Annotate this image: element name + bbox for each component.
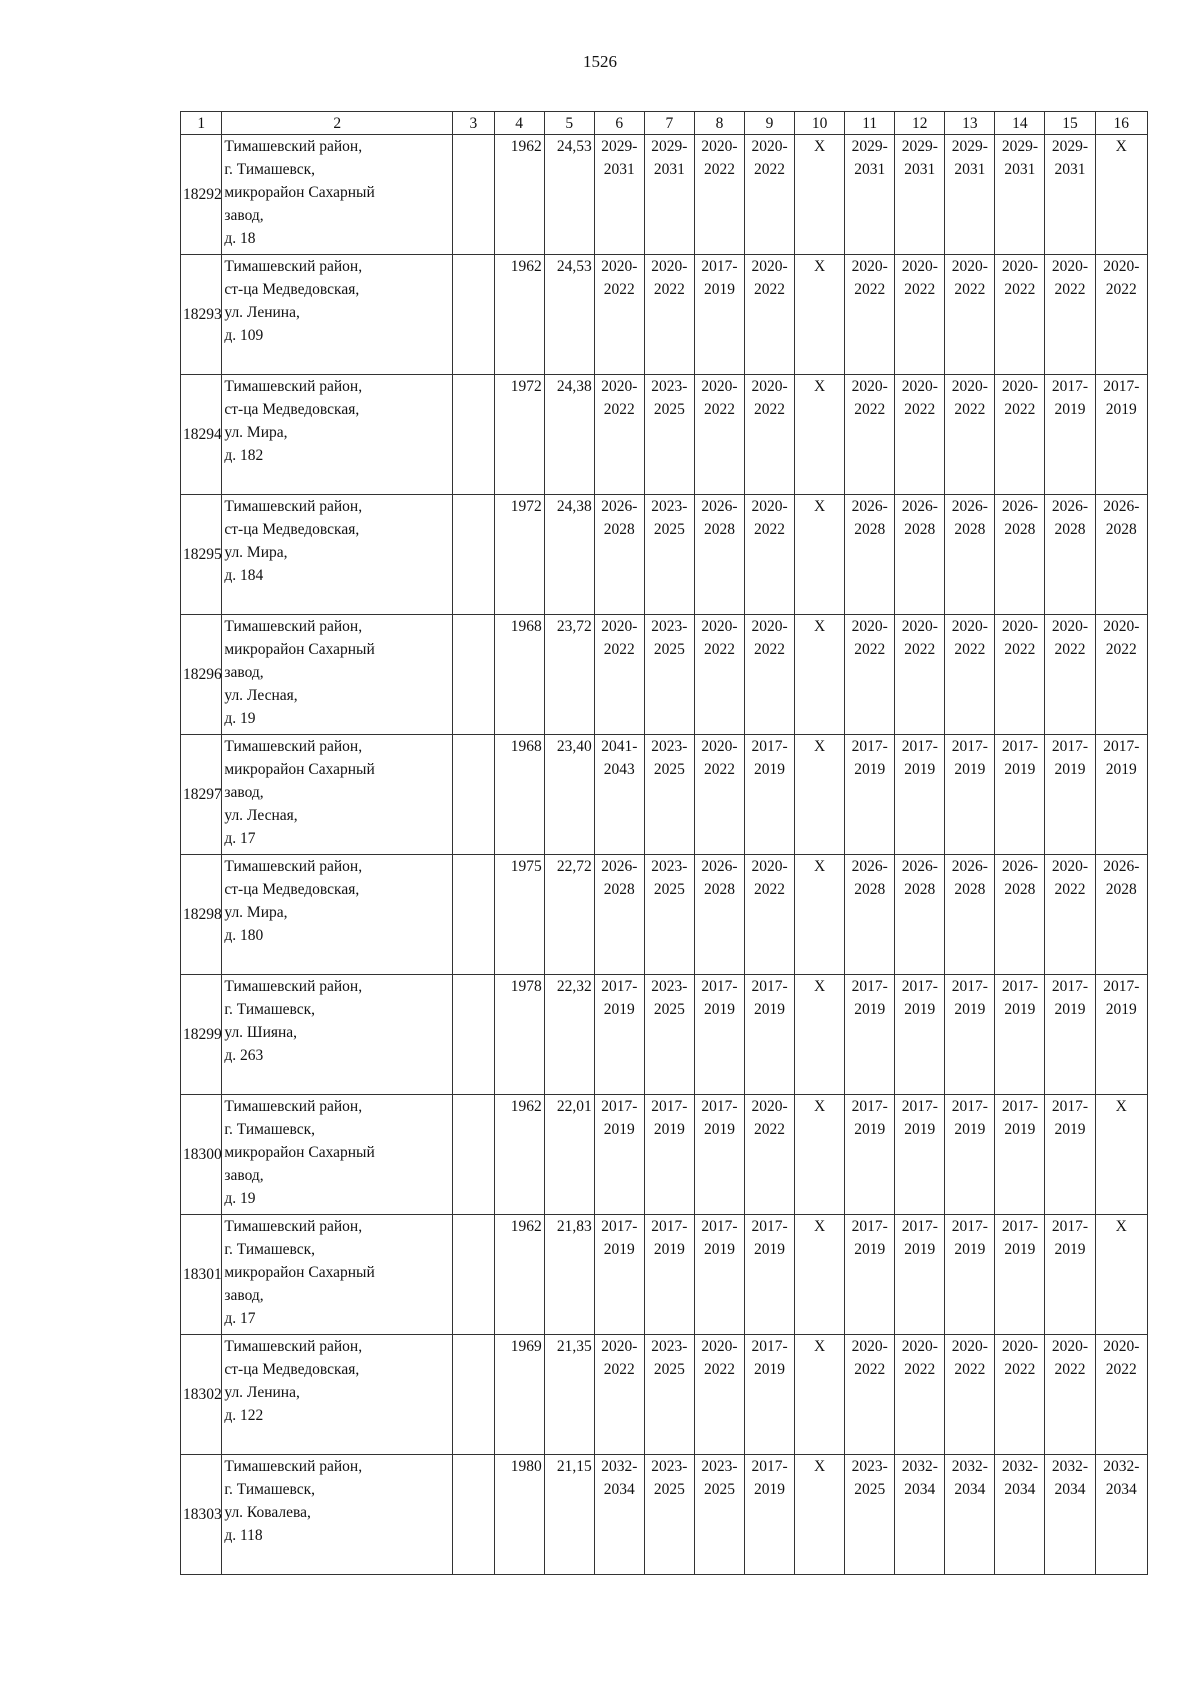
period-cell: 2020- 2022	[694, 615, 744, 735]
not-applicable-cell: Х	[795, 1455, 845, 1575]
period-cell: 2029- 2031	[895, 135, 945, 255]
column-header-4: 4	[494, 112, 544, 135]
table-row	[181, 255, 1148, 375]
row-number: 18302	[181, 1335, 222, 1455]
address-cell: Тимашевский район, ст-ца Медведовская, ул. Мира, д. 180	[222, 855, 453, 975]
period-cell: 2017- 2019	[845, 1095, 895, 1215]
period-cell: 2020- 2022	[594, 375, 644, 495]
period-cell: 2020- 2022	[745, 255, 795, 375]
period-cell: 2017- 2019	[845, 975, 895, 1095]
column-header-3: 3	[453, 112, 494, 135]
not-applicable-cell: Х	[795, 1215, 845, 1335]
column-3-cell	[453, 375, 494, 495]
period-cell: 2032- 2034	[594, 1455, 644, 1575]
column-3-cell	[453, 855, 494, 975]
period-cell: 2026- 2028	[995, 495, 1045, 615]
period-cell: 2020- 2022	[745, 135, 795, 255]
period-cell: 2026- 2028	[1095, 495, 1147, 615]
table-row	[181, 855, 1148, 975]
year-cell: 1962	[494, 1095, 544, 1215]
period-cell: 2020- 2022	[694, 375, 744, 495]
period-cell: 2020- 2022	[845, 1335, 895, 1455]
period-cell: 2017- 2019	[745, 735, 795, 855]
table-body	[181, 112, 1148, 1575]
period-cell: 2017- 2019	[1045, 375, 1095, 495]
not-applicable-cell: Х	[795, 1095, 845, 1215]
value-cell: 22,72	[544, 855, 594, 975]
period-cell: 2017- 2019	[694, 975, 744, 1095]
period-cell: 2017- 2019	[845, 1215, 895, 1335]
period-cell: 2017- 2019	[745, 1335, 795, 1455]
period-cell: 2020- 2022	[694, 135, 744, 255]
period-cell: 2023- 2025	[644, 1455, 694, 1575]
column-header-row	[181, 112, 1148, 135]
not-applicable-cell: Х	[795, 255, 845, 375]
period-cell: 2020- 2022	[644, 255, 694, 375]
column-3-cell	[453, 735, 494, 855]
row-number: 18292	[181, 135, 222, 255]
row-number: 18293	[181, 255, 222, 375]
period-cell: 2020- 2022	[694, 1335, 744, 1455]
not-applicable-cell: Х	[795, 495, 845, 615]
period-cell: 2026- 2028	[895, 495, 945, 615]
address-cell: Тимашевский район, ст-ца Медведовская, ул. Мира, д. 182	[222, 375, 453, 495]
period-cell: 2017- 2019	[1045, 735, 1095, 855]
table-row	[181, 375, 1148, 495]
period-cell: 2023- 2025	[644, 1335, 694, 1455]
column-header-8: 8	[694, 112, 744, 135]
period-cell: 2032- 2034	[945, 1455, 995, 1575]
period-cell: 2029- 2031	[945, 135, 995, 255]
period-cell: 2026- 2028	[1045, 495, 1095, 615]
column-3-cell	[453, 975, 494, 1095]
period-cell: 2020- 2022	[945, 1335, 995, 1455]
period-cell: 2026- 2028	[594, 855, 644, 975]
period-cell: 2017- 2019	[1045, 975, 1095, 1095]
column-3-cell	[453, 1335, 494, 1455]
row-number: 18300	[181, 1095, 222, 1215]
period-cell: 2032- 2034	[995, 1455, 1045, 1575]
value-cell: 24,53	[544, 255, 594, 375]
period-cell: 2017- 2019	[895, 1215, 945, 1335]
period-cell: 2020- 2022	[995, 1335, 1045, 1455]
period-cell: 2020- 2022	[745, 375, 795, 495]
not-applicable-cell: Х	[795, 855, 845, 975]
period-cell: 2032- 2034	[895, 1455, 945, 1575]
not-applicable-cell: Х	[795, 975, 845, 1095]
period-cell: 2017- 2019	[1045, 1215, 1095, 1335]
year-cell: 1969	[494, 1335, 544, 1455]
table-row	[181, 615, 1148, 735]
period-cell: 2020- 2022	[1095, 1335, 1147, 1455]
value-cell: 24,53	[544, 135, 594, 255]
period-cell: 2026- 2028	[694, 855, 744, 975]
not-applicable-cell: Х	[795, 1335, 845, 1455]
column-header-2: 2	[222, 112, 453, 135]
period-cell: 2041- 2043	[594, 735, 644, 855]
period-cell: 2017- 2019	[945, 975, 995, 1095]
period-cell: 2017- 2019	[644, 1095, 694, 1215]
value-cell: 21,35	[544, 1335, 594, 1455]
period-cell: 2026- 2028	[694, 495, 744, 615]
period-cell: 2023- 2025	[644, 615, 694, 735]
period-cell: 2020- 2022	[594, 255, 644, 375]
value-cell: 24,38	[544, 495, 594, 615]
column-header-13: 13	[945, 112, 995, 135]
period-cell: 2032- 2034	[1095, 1455, 1147, 1575]
value-cell: 21,83	[544, 1215, 594, 1335]
table-row	[181, 1215, 1148, 1335]
period-cell: 2017- 2019	[694, 255, 744, 375]
page-number: 1526	[583, 52, 617, 71]
value-cell: 22,01	[544, 1095, 594, 1215]
column-3-cell	[453, 135, 494, 255]
period-cell: 2026- 2028	[594, 495, 644, 615]
address-cell: Тимашевский район, ст-ца Медведовская, ул. Ленина, д. 122	[222, 1335, 453, 1455]
period-cell: 2017- 2019	[845, 735, 895, 855]
period-cell: 2026- 2028	[845, 855, 895, 975]
period-cell: 2017- 2019	[1095, 375, 1147, 495]
not-applicable-cell: Х	[795, 735, 845, 855]
row-number: 18298	[181, 855, 222, 975]
column-header-5: 5	[544, 112, 594, 135]
row-number: 18295	[181, 495, 222, 615]
column-3-cell	[453, 1095, 494, 1215]
period-cell: 2029- 2031	[644, 135, 694, 255]
period-cell: 2020- 2022	[895, 375, 945, 495]
period-cell: 2029- 2031	[995, 135, 1045, 255]
table-row	[181, 495, 1148, 615]
period-cell: 2017- 2019	[1095, 975, 1147, 1095]
period-cell: 2020- 2022	[1045, 855, 1095, 975]
not-applicable-cell: Х	[1095, 1095, 1147, 1215]
period-cell: 2020- 2022	[945, 375, 995, 495]
period-cell: 2020- 2022	[995, 375, 1045, 495]
year-cell: 1968	[494, 615, 544, 735]
period-cell: 2020- 2022	[1045, 255, 1095, 375]
address-cell: Тимашевский район, г. Тимашевск, микрорайон Сахарный завод, д. 18	[222, 135, 453, 255]
year-cell: 1980	[494, 1455, 544, 1575]
period-cell: 2017- 2019	[945, 735, 995, 855]
period-cell: 2017- 2019	[895, 975, 945, 1095]
year-cell: 1972	[494, 495, 544, 615]
period-cell: 2017- 2019	[644, 1215, 694, 1335]
period-cell: 2020- 2022	[594, 1335, 644, 1455]
column-header-1: 1	[181, 112, 222, 135]
period-cell: 2020- 2022	[895, 1335, 945, 1455]
table-row	[181, 735, 1148, 855]
period-cell: 2023- 2025	[845, 1455, 895, 1575]
row-number: 18296	[181, 615, 222, 735]
column-header-12: 12	[895, 112, 945, 135]
row-number: 18303	[181, 1455, 222, 1575]
column-header-15: 15	[1045, 112, 1095, 135]
address-cell: Тимашевский район, г. Тимашевск, микрорайон Сахарный завод, д. 17	[222, 1215, 453, 1335]
not-applicable-cell: Х	[795, 615, 845, 735]
period-cell: 2029- 2031	[845, 135, 895, 255]
table-row	[181, 975, 1148, 1095]
period-cell: 2017- 2019	[694, 1095, 744, 1215]
column-header-14: 14	[995, 112, 1045, 135]
period-cell: 2026- 2028	[845, 495, 895, 615]
period-cell: 2020- 2022	[1095, 615, 1147, 735]
column-header-10: 10	[795, 112, 845, 135]
row-number: 18299	[181, 975, 222, 1095]
column-3-cell	[453, 615, 494, 735]
address-cell: Тимашевский район, микрорайон Сахарный завод, ул. Лесная, д. 19	[222, 615, 453, 735]
period-cell: 2020- 2022	[745, 855, 795, 975]
not-applicable-cell: Х	[795, 135, 845, 255]
period-cell: 2017- 2019	[745, 1455, 795, 1575]
period-cell: 2026- 2028	[1095, 855, 1147, 975]
period-cell: 2023- 2025	[644, 375, 694, 495]
column-3-cell	[453, 495, 494, 615]
period-cell: 2026- 2028	[995, 855, 1045, 975]
period-cell: 2017- 2019	[895, 1095, 945, 1215]
period-cell: 2020- 2022	[845, 255, 895, 375]
period-cell: 2017- 2019	[745, 975, 795, 1095]
period-cell: 2017- 2019	[594, 1095, 644, 1215]
column-header-9: 9	[745, 112, 795, 135]
period-cell: 2029- 2031	[1045, 135, 1095, 255]
address-cell: Тимашевский район, г. Тимашевск, микрорайон Сахарный завод, д. 19	[222, 1095, 453, 1215]
year-cell: 1978	[494, 975, 544, 1095]
period-cell: 2020- 2022	[845, 375, 895, 495]
period-cell: 2020- 2022	[745, 1095, 795, 1215]
period-cell: 2017- 2019	[1045, 1095, 1095, 1215]
period-cell: 2017- 2019	[594, 975, 644, 1095]
period-cell: 2029- 2031	[594, 135, 644, 255]
table-row	[181, 1335, 1148, 1455]
period-cell: 2023- 2025	[644, 735, 694, 855]
value-cell: 24,38	[544, 375, 594, 495]
row-number: 18294	[181, 375, 222, 495]
period-cell: 2026- 2028	[945, 495, 995, 615]
period-cell: 2032- 2034	[1045, 1455, 1095, 1575]
column-header-6: 6	[594, 112, 644, 135]
value-cell: 23,40	[544, 735, 594, 855]
housing-table	[180, 111, 1148, 1575]
period-cell: 2020- 2022	[995, 255, 1045, 375]
period-cell: 2023- 2025	[644, 495, 694, 615]
period-cell: 2020- 2022	[995, 615, 1045, 735]
period-cell: 2020- 2022	[745, 495, 795, 615]
period-cell: 2017- 2019	[945, 1215, 995, 1335]
period-cell: 2020- 2022	[895, 615, 945, 735]
not-applicable-cell: Х	[795, 375, 845, 495]
column-header-7: 7	[644, 112, 694, 135]
period-cell: 2017- 2019	[945, 1095, 995, 1215]
year-cell: 1975	[494, 855, 544, 975]
period-cell: 2023- 2025	[644, 975, 694, 1095]
period-cell: 2020- 2022	[594, 615, 644, 735]
column-header-16: 16	[1095, 112, 1147, 135]
period-cell: 2017- 2019	[745, 1215, 795, 1335]
period-cell: 2026- 2028	[895, 855, 945, 975]
period-cell: 2017- 2019	[995, 735, 1045, 855]
row-number: 18301	[181, 1215, 222, 1335]
period-cell: 2017- 2019	[995, 975, 1045, 1095]
period-cell: 2020- 2022	[895, 255, 945, 375]
address-cell: Тимашевский район, ст-ца Медведовская, ул. Мира, д. 184	[222, 495, 453, 615]
period-cell: 2017- 2019	[995, 1215, 1045, 1335]
period-cell: 2017- 2019	[1095, 735, 1147, 855]
table-row	[181, 1095, 1148, 1215]
value-cell: 22,32	[544, 975, 594, 1095]
address-cell: Тимашевский район, микрорайон Сахарный завод, ул. Лесная, д. 17	[222, 735, 453, 855]
period-cell: 2017- 2019	[694, 1215, 744, 1335]
year-cell: 1962	[494, 1215, 544, 1335]
column-3-cell	[453, 1455, 494, 1575]
period-cell: 2023- 2025	[694, 1455, 744, 1575]
column-3-cell	[453, 1215, 494, 1335]
period-cell: 2020- 2022	[945, 255, 995, 375]
row-number: 18297	[181, 735, 222, 855]
year-cell: 1962	[494, 255, 544, 375]
not-applicable-cell: Х	[1095, 1215, 1147, 1335]
year-cell: 1968	[494, 735, 544, 855]
period-cell: 2020- 2022	[745, 615, 795, 735]
period-cell: 2017- 2019	[895, 735, 945, 855]
year-cell: 1972	[494, 375, 544, 495]
value-cell: 23,72	[544, 615, 594, 735]
period-cell: 2026- 2028	[945, 855, 995, 975]
column-3-cell	[453, 255, 494, 375]
period-cell: 2020- 2022	[845, 615, 895, 735]
value-cell: 21,15	[544, 1455, 594, 1575]
period-cell: 2020- 2022	[694, 735, 744, 855]
period-cell: 2020- 2022	[945, 615, 995, 735]
period-cell: 2020- 2022	[1045, 1335, 1095, 1455]
address-cell: Тимашевский район, г. Тимашевск, ул. Шияна, д. 263	[222, 975, 453, 1095]
period-cell: 2023- 2025	[644, 855, 694, 975]
column-header-11: 11	[845, 112, 895, 135]
period-cell: 2017- 2019	[594, 1215, 644, 1335]
year-cell: 1962	[494, 135, 544, 255]
period-cell: 2020- 2022	[1095, 255, 1147, 375]
address-cell: Тимашевский район, ст-ца Медведовская, ул. Ленина, д. 109	[222, 255, 453, 375]
not-applicable-cell: Х	[1095, 135, 1147, 255]
period-cell: 2020- 2022	[1045, 615, 1095, 735]
address-cell: Тимашевский район, г. Тимашевск, ул. Ковалева, д. 118	[222, 1455, 453, 1575]
table-row	[181, 135, 1148, 255]
table-row	[181, 1455, 1148, 1575]
period-cell: 2017- 2019	[995, 1095, 1045, 1215]
